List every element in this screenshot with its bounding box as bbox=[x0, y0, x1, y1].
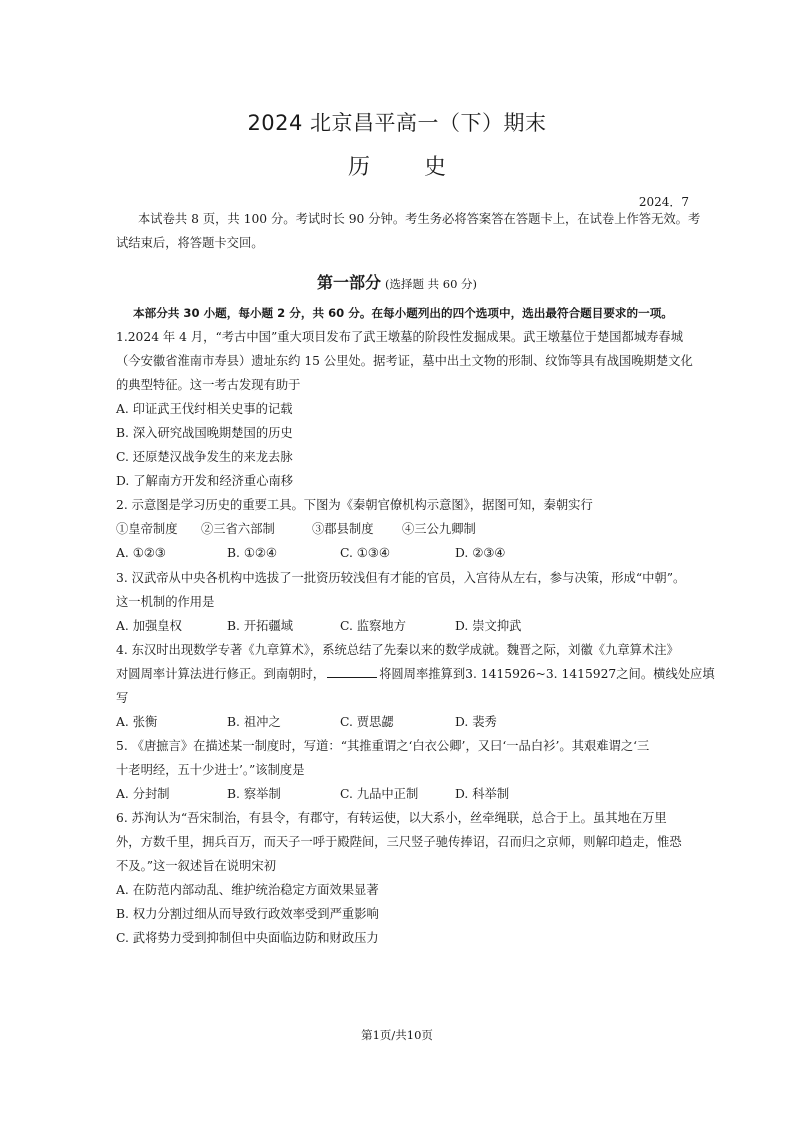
q4-option-b: B. 祖冲之 bbox=[227, 715, 281, 729]
q3-option-a: A. 加强皇权 bbox=[116, 619, 182, 633]
q3-option-c: C. 监察地方 bbox=[340, 619, 406, 633]
exam-title: 2024 北京昌平高一（下）期末 bbox=[247, 111, 547, 135]
q2-option-b: B. ①②④ bbox=[227, 546, 277, 560]
subject-char-1: 历 bbox=[347, 155, 370, 180]
q6-line-3: 不及。”这一叙述旨在说明宋初 bbox=[116, 859, 276, 873]
q2-option-c: C. ①③④ bbox=[340, 546, 390, 560]
q4-option-a: A. 张衡 bbox=[116, 715, 158, 729]
intro-line-2: 试结束后，将答题卡交回。 bbox=[116, 236, 264, 250]
q1-option-b: B. 深入研究战国晚期楚国的历史 bbox=[116, 426, 293, 440]
q5-option-b: B. 察举制 bbox=[227, 787, 281, 801]
q2-option-d: D. ②③④ bbox=[455, 546, 506, 560]
q4-line-3: 写 bbox=[116, 691, 129, 705]
q1-line-1: 1.2024 年 4 月，“考古中国”重大项目发布了武王墩墓的阶段性发掘成果。武王墩墓位于楚国都城寿春城 bbox=[116, 330, 684, 344]
q5-option-d: D. 科举制 bbox=[455, 787, 510, 801]
q1-line-2: （今安徽省淮南市寿县）遗址东约 15 公里处。据考证，墓中出土文物的形制、纹饰等具有战国晚期楚文化 bbox=[116, 354, 693, 368]
intro-line-1: 本试卷共 8 页，共 100 分。考试时长 90 分钟。考生务必将答案答在答题卡上，在试卷上作答无效。考 bbox=[138, 212, 701, 226]
subject-char-2: 史 bbox=[424, 155, 447, 180]
q4-answer-blank bbox=[327, 666, 377, 678]
q4-line-2-end: 将圆周率推算到3. 1415926~3. 1415927之间。横线处应填 bbox=[379, 667, 715, 681]
section-instruction: 本部分共 30 小题，每小题 2 分，共 60 分。在每小题列出的四个选项中，选出最符合题目要求的一项。 bbox=[133, 306, 673, 320]
q2-item-1: ①皇帝制度 bbox=[116, 522, 178, 536]
q4-line-2 bbox=[116, 666, 715, 682]
q4-option-c: C. 贾思勰 bbox=[340, 715, 394, 729]
q4-line-2-start: 对圆周率计算法进行修正。到南朝时， bbox=[116, 667, 326, 681]
exam-date: 2024．7 bbox=[638, 195, 689, 209]
q5-line-2: 十老明经，五十少进士’。”该制度是 bbox=[116, 763, 305, 777]
q2-item-4: ④三公九卿制 bbox=[402, 522, 476, 536]
q6-option-c: C. 武将势力受到抑制但中央面临边防和财政压力 bbox=[116, 931, 379, 945]
q1-option-d: D. 了解南方开发和经济重心南移 bbox=[116, 474, 294, 488]
q2-item-2: ②三省六部制 bbox=[201, 522, 275, 536]
page-number: 第1页/共10页 bbox=[361, 1028, 433, 1042]
q5-option-c: C. 九品中正制 bbox=[340, 787, 419, 801]
q1-option-a: A. 印证武王伐纣相关史事的记载 bbox=[116, 402, 293, 416]
q6-option-b: B. 权力分割过细从而导致行政效率受到严重影响 bbox=[116, 907, 379, 921]
q3-line-2: 这一机制的作用是 bbox=[116, 595, 215, 609]
q2-line-1: 2. 示意图是学习历史的重要工具。下图为《秦朝官僚机构示意图》，据图可知，秦朝实行 bbox=[116, 498, 593, 512]
q1-line-3: 的典型特征。这一考古发现有助于 bbox=[116, 378, 301, 392]
q5-option-a: A. 分封制 bbox=[116, 787, 170, 801]
q2-item-3: ③郡县制度 bbox=[312, 522, 374, 536]
q6-option-a: A. 在防范内部动乱、维护统治稳定方面效果显著 bbox=[116, 883, 379, 897]
q3-line-1: 3. 汉武帝从中央各机构中选拔了一批资历较浅但有才能的官员，入宫待从左右，参与决策，形成“中朝”。 bbox=[116, 571, 686, 585]
q4-line-1: 4. 东汉时出现数学专著《九章算术》，系统总结了先秦以来的数学成就。魏晋之际，刘徽《九章算术注》 bbox=[116, 643, 679, 657]
q6-line-1: 6. 苏洵认为“吾宋制治，有县令，有郡守，有转运使，以大系小，丝牵绳联，总合于上。虽其地在万里 bbox=[116, 811, 667, 825]
subject-heading bbox=[0, 150, 794, 181]
section-heading bbox=[0, 270, 794, 293]
q1-option-c: C. 还原楚汉战争发生的来龙去脉 bbox=[116, 450, 293, 464]
q3-option-d: D. 崇文抑武 bbox=[455, 619, 522, 633]
q4-option-d: D. 裴秀 bbox=[455, 715, 497, 729]
q5-line-1: 5. 《唐摭言》在描述某一制度时，写道：“其推重谓之‘白衣公卿’，又曰‘一品白衫’。其艰难谓之‘三 bbox=[116, 739, 650, 753]
section-note: (选择题 共 60 分) bbox=[384, 277, 478, 291]
q3-option-b: B. 开拓疆域 bbox=[227, 619, 294, 633]
q6-line-2: 外，方数千里，拥兵百万，而天子一呼于殿陛间，三尺竖子驰传捧诏，召而归之京师，则解印趋走，惟恐 bbox=[116, 835, 682, 849]
section-title: 第一部分 bbox=[316, 273, 381, 292]
q2-option-a: A. ①②③ bbox=[116, 546, 166, 560]
